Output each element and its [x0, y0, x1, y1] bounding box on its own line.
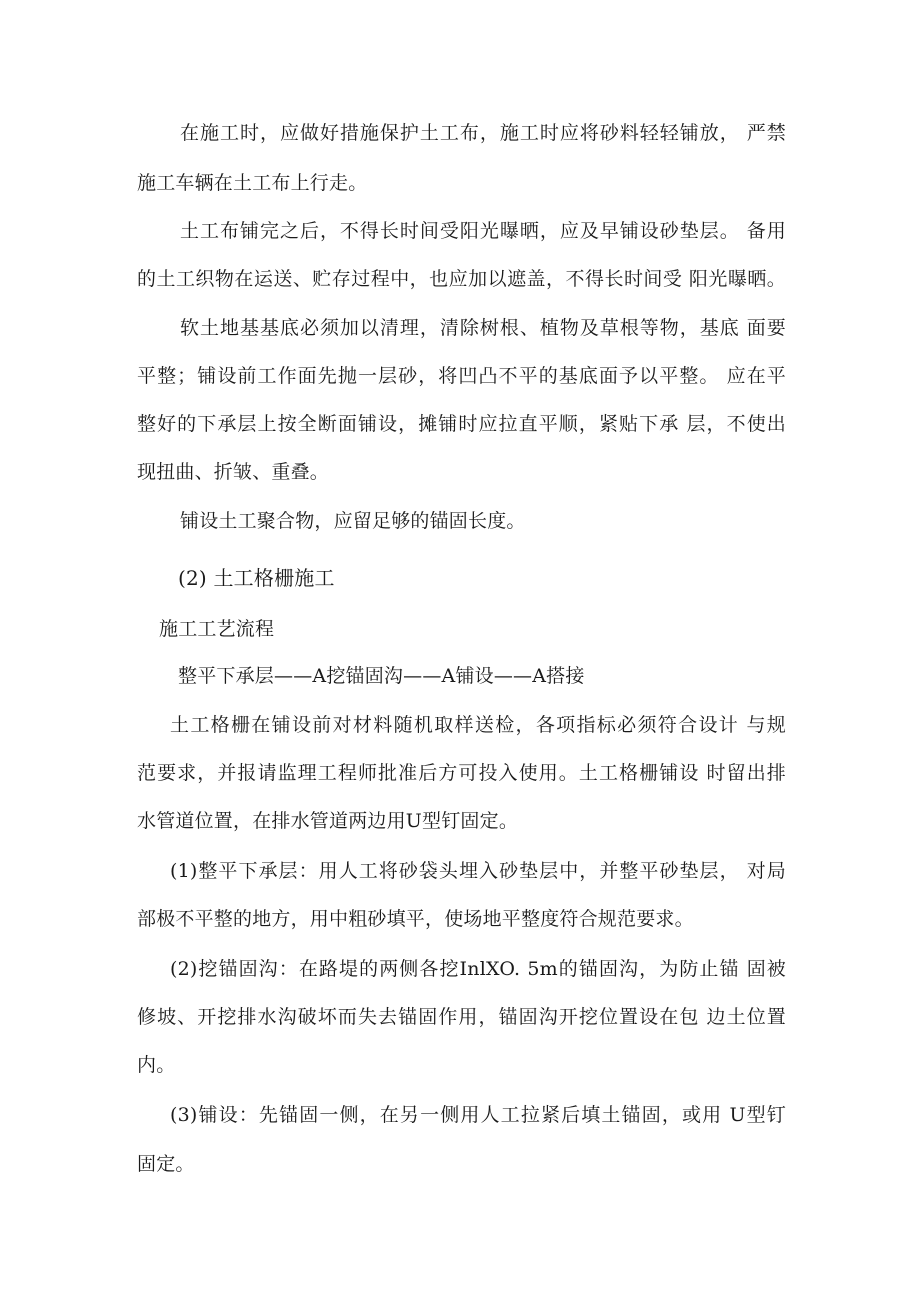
paragraph-3-line-3: 整好的下承层上按全断面铺设，摊铺时应拉直平顺，紧贴下承 层，不使出	[137, 413, 786, 435]
paragraph-3-line-2: 平整；铺设前工作面先抛一层砂，将凹凸不平的基底面予以平整。 应在平	[137, 365, 786, 387]
paragraph-2-line-2: 的土工织物在运送、贮存过程中，也应加以遮盖，不得长时间受 阳光曝晒。	[137, 268, 786, 290]
paragraph-5-line-1: 土工格栅在铺设前对材料随机取样送检，各项指标必须符合设计 与规	[170, 714, 786, 736]
subsection-title: 施工工艺流程	[159, 618, 275, 640]
paragraph-3-line-1: 软土地基基底必须加以清理，清除树根、植物及草根等物，基底 面要	[180, 317, 786, 339]
step-2-line-3: 内。	[137, 1054, 176, 1076]
step-3-line-1: (3)铺设：先锚固一侧，在另一侧用人工拉紧后填土锚固，或用 U型钉	[170, 1104, 786, 1126]
step-2-line-2: 修坡、开挖排水沟破坏而失去锚固作用，锚固沟开挖位置设在包 边土位置	[137, 1006, 786, 1028]
step-2-line-1: (2)挖锚固沟：在路堤的两侧各挖InlXO. 5m的锚固沟，为防止锚 固被	[170, 958, 786, 980]
step-1-line-2: 部极不平整的地方，用中粗砂填平，使场地平整度符合规范要求。	[137, 908, 694, 930]
paragraph-2-line-1: 土工布铺完之后，不得长时间受阳光曝晒，应及早铺设砂垫层。 备用	[180, 220, 786, 242]
paragraph-3-line-4: 现扭曲、折皱、重叠。	[137, 461, 330, 483]
paragraph-1-line-2: 施工车辆在土工布上行走。	[137, 172, 368, 194]
step-1-line-1: (1)整平下承层：用人工将砂袋头埋入砂垫层中，并整平砂垫层， 对局	[170, 860, 786, 882]
step-3-line-2: 固定。	[137, 1153, 195, 1175]
process-flow: 整平下承层——A挖锚固沟——A铺设——A搭接	[178, 665, 585, 687]
paragraph-4-line-1: 铺设土工聚合物，应留足够的锚固长度。	[180, 510, 526, 532]
paragraph-5-line-3: 水管道位置，在排水管道两边用U型钉固定。	[137, 810, 519, 832]
paragraph-5-line-2: 范要求，并报请监理工程师批准后方可投入使用。土工格栅铺设 时留出排	[137, 762, 786, 784]
paragraph-1-line-1: 在施工时，应做好措施保护土工布，施工时应将砂料轻轻铺放， 严禁	[180, 122, 786, 144]
section-heading: (2) 土工格栅施工	[178, 566, 335, 590]
